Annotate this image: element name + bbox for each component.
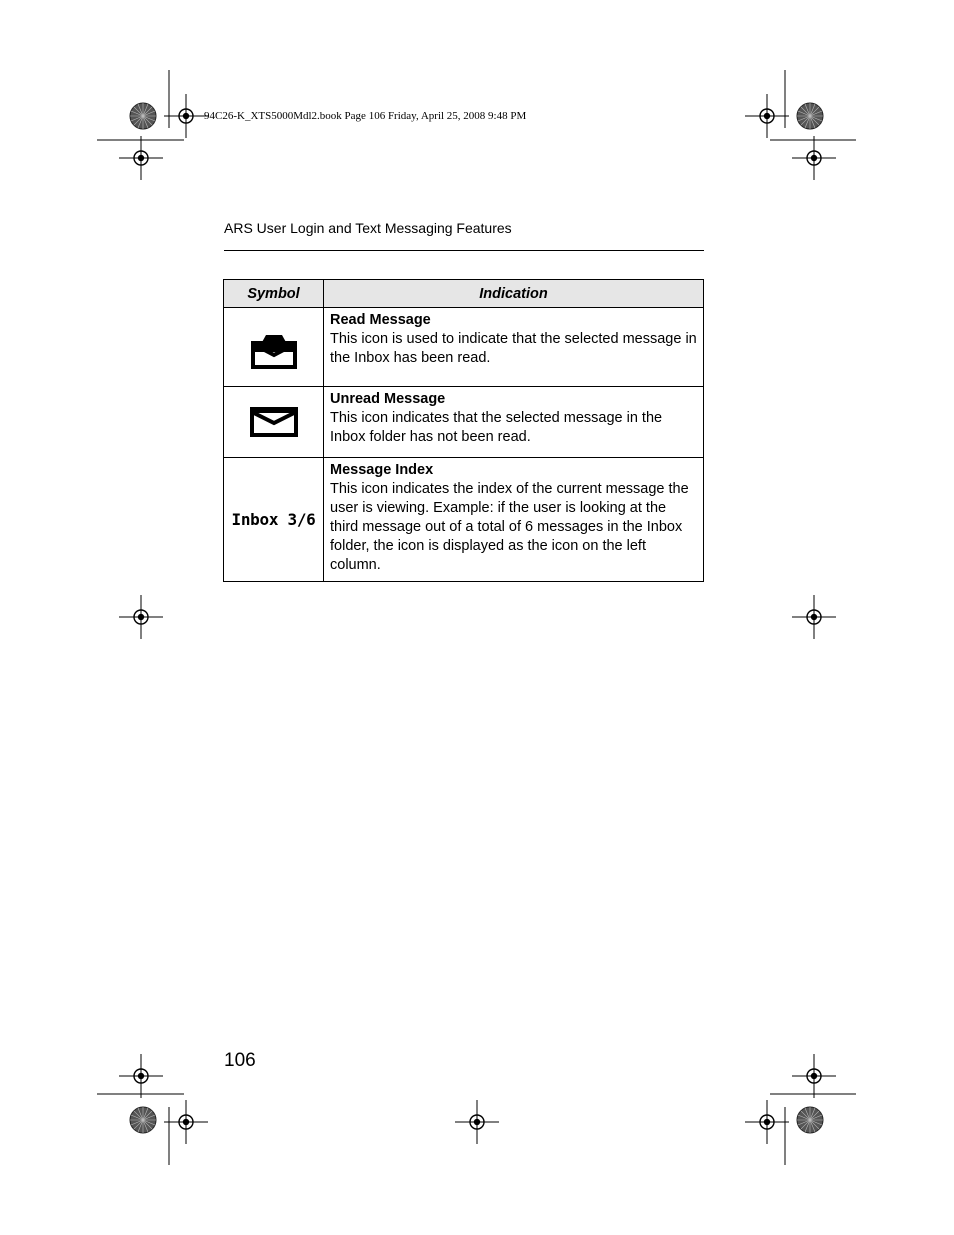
indication-cell	[324, 308, 704, 387]
table-header-row	[224, 280, 704, 308]
closed-envelope-icon	[249, 405, 299, 439]
inbox-index-label: Inbox 3/6	[231, 510, 316, 529]
indication-cell	[324, 387, 704, 458]
table-row	[224, 308, 704, 387]
header-rule	[224, 250, 704, 251]
entry-title: Read Message	[330, 312, 431, 328]
symbol-cell	[224, 387, 324, 458]
open-envelope-icon	[249, 330, 299, 370]
running-header: ARS User Login and Text Messaging Features	[224, 220, 512, 236]
table-row	[224, 387, 704, 458]
symbol-cell	[224, 308, 324, 387]
entry-text: This icon is used to indicate that the selected message in the Inbox has been read.	[330, 331, 697, 366]
column-header-indication: Indication	[324, 280, 704, 308]
table-row	[224, 458, 704, 582]
entry-title: Unread Message	[330, 391, 446, 407]
column-header-symbol: Symbol	[224, 280, 324, 308]
symbol-table	[223, 279, 704, 582]
page-number: 106	[224, 1050, 256, 1071]
entry-text: This icon indicates that the selected message in the Inbox folder has not been read.	[330, 410, 663, 445]
entry-title: Message Index	[330, 462, 434, 478]
print-info: 94C26-K_XTS5000Mdl2.book Page 106 Friday, April 25, 2008 9:48 PM	[204, 110, 527, 122]
symbol-cell	[224, 458, 324, 582]
entry-text: This icon indicates the index of the current message the user is viewing. Example: if the user is looking at the third message out of a total of 6 messages in the Inbox folder, the icon is displayed as the icon on the left column.	[330, 481, 689, 573]
indication-cell	[324, 458, 704, 582]
